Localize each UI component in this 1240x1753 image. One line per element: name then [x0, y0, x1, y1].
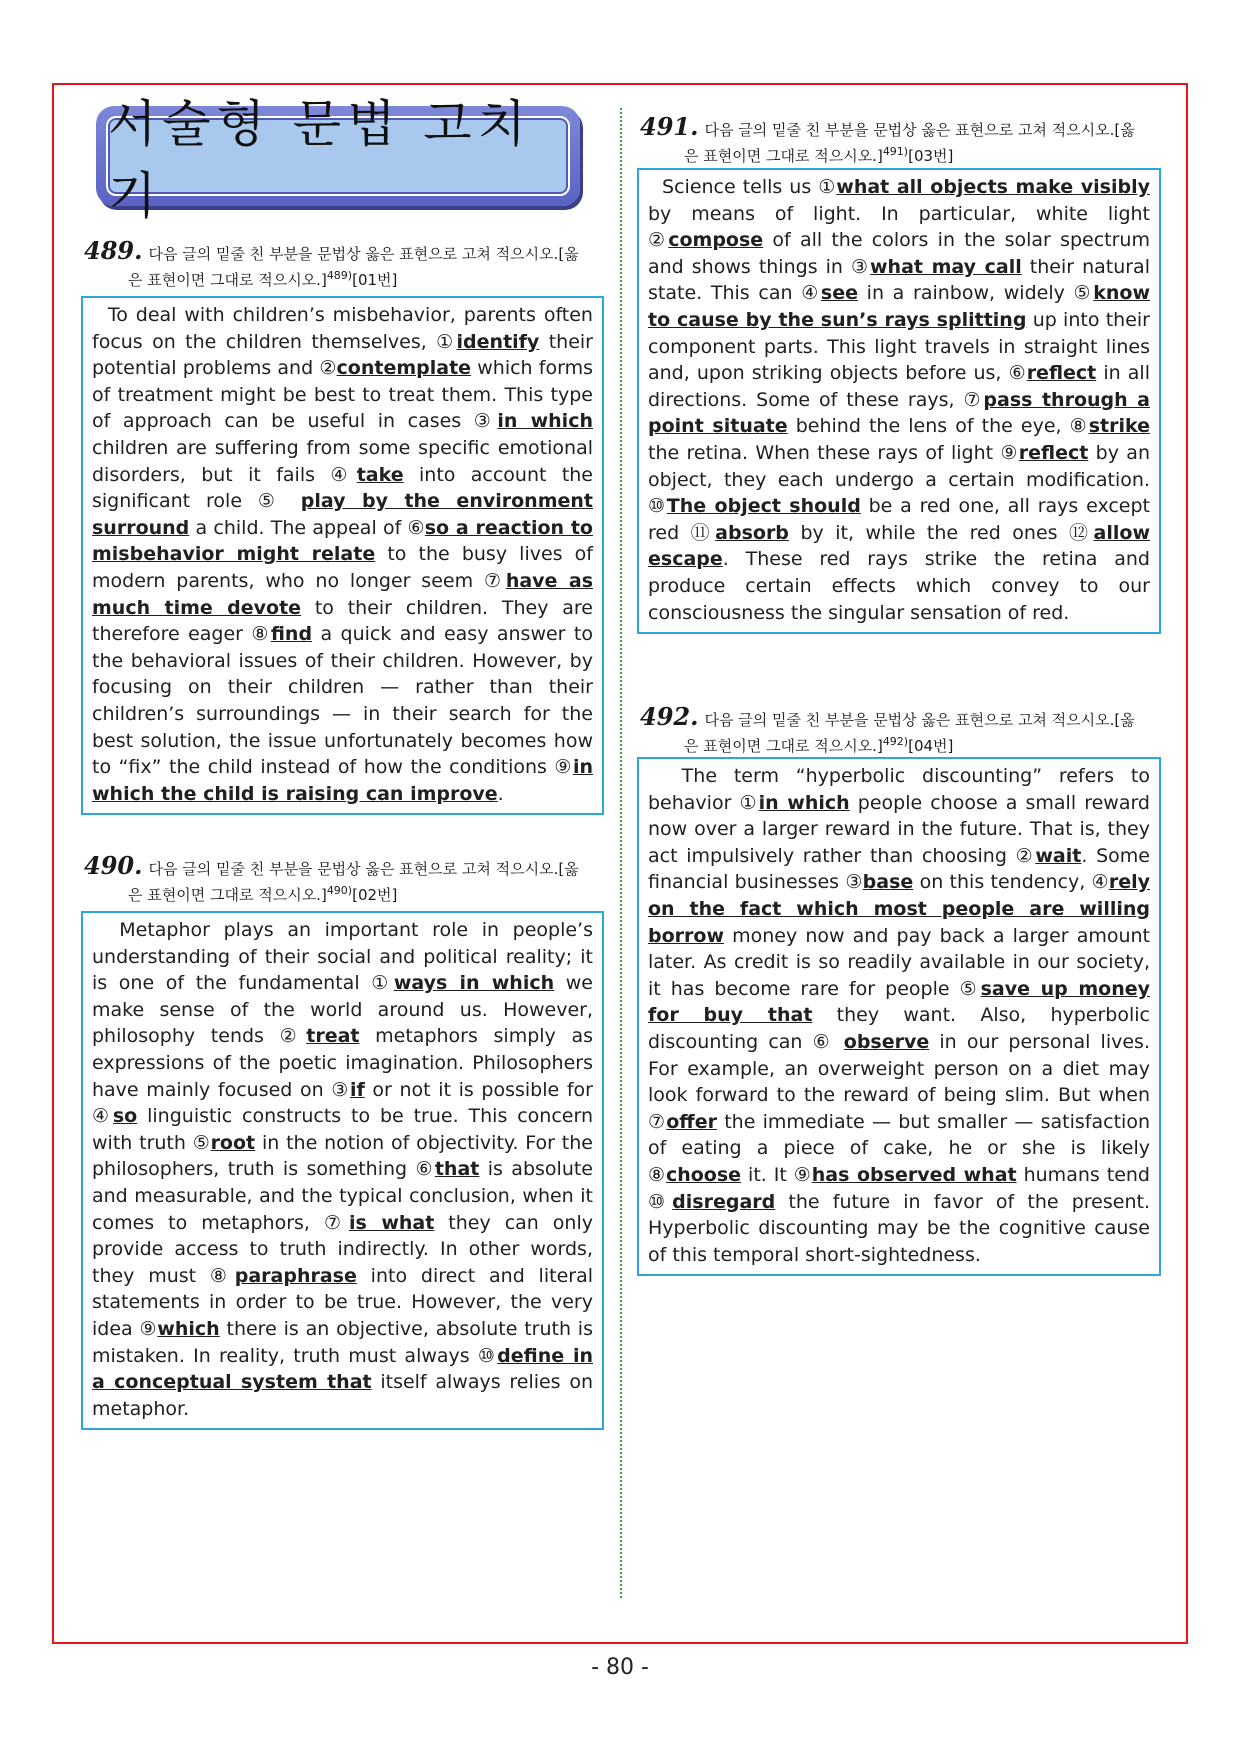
underlined-phrase: know to cause by the sun’s rays splitting	[648, 282, 1151, 331]
question-tag: [04번]	[908, 737, 954, 755]
underlined-phrase: absorb	[715, 521, 789, 544]
question-instruction-line2: 은 표현이면 그대로 적으시오.]	[128, 886, 327, 904]
underlined-phrase: compose	[668, 229, 764, 252]
underlined-phrase: is what	[348, 1211, 435, 1234]
underlined-phrase: that	[434, 1158, 480, 1181]
question-instruction-line2: 은 표현이면 그대로 적으시오.]	[684, 737, 883, 755]
section-title-panel	[106, 95, 570, 225]
underlined-phrase: what all objects make visibly	[836, 176, 1150, 198]
question-tag: [02번]	[352, 886, 398, 904]
underlined-phrase: root	[210, 1131, 256, 1154]
passage-text: of all the colors in the solar spectrum and shows things in ③	[648, 229, 1150, 278]
question-490	[84, 851, 604, 906]
passage-text: it. It ⑨	[741, 1163, 812, 1186]
passage-text: To deal with children’s misbehavior, parents often focus on the children themselves, ①	[92, 304, 593, 353]
question-instruction-line2: 은 표현이면 그대로 적으시오.]	[684, 147, 883, 165]
underlined-phrase: wait	[1035, 844, 1082, 867]
passage-text: people choose a small reward now over a larger reward in the future. That is, they act impulsively rather than choosing ②	[648, 791, 1150, 867]
underlined-phrase: paraphrase	[234, 1264, 357, 1287]
passage-text: behind the lens of the eye, ⑧	[787, 415, 1089, 438]
passage-text: there is an objective, absolute truth is mistaken. In reality, truth must always ⑩	[92, 1317, 593, 1367]
passage-text: . Some financial businesses ③	[648, 844, 1150, 894]
question-number: 491.	[640, 112, 699, 141]
underlined-phrase: what may call	[870, 255, 1022, 278]
question-instruction-line1: 다음 글의 밑줄 친 부분을 문법상 옳은 표현으로 고쳐 적으시오.[옳	[148, 860, 579, 878]
question-tag: [01번]	[352, 271, 398, 289]
underlined-phrase: have as much time devote	[92, 569, 593, 619]
underlined-phrase: observe	[843, 1030, 930, 1053]
passage-text: children are suffering from some specific emotional disorders, but it fails ④	[92, 436, 593, 486]
passage-text: The term “hyperbolic discounting” refers to behavior ①	[648, 765, 1150, 814]
underlined-phrase: choose	[665, 1163, 742, 1186]
underlined-phrase: identify	[456, 330, 540, 353]
passage-text: .	[497, 782, 504, 805]
underlined-phrase: reflect	[1018, 441, 1089, 464]
passage-box-489	[81, 296, 604, 815]
passage-text: in all directions. Some of these rays, ⑦	[648, 362, 1150, 411]
underlined-phrase: pass through a point situate	[648, 388, 1150, 438]
passage-text: a quick and easy answer to the behavioral issues of their children. However, by focusing on their children — rather than their children’s surroundings — in their search for the best solution, the issue unfortunately becomes how to “fix” the child instead of how the conditions ⑨	[92, 623, 593, 779]
passage-text: Metaphor plays an important role in people’s understanding of their social and political reality; it is one of the fundamental ①	[92, 919, 593, 995]
question-header	[640, 112, 1160, 167]
underlined-phrase: take	[356, 463, 404, 486]
passage-text: by means of light. In particular, white light ②	[648, 202, 1150, 252]
underlined-phrase: see	[820, 282, 858, 305]
question-instruction-line1: 다음 글의 밑줄 친 부분을 문법상 옳은 표현으로 고쳐 적으시오.[옳	[704, 711, 1135, 729]
underlined-phrase: define in a conceptual system that	[92, 1344, 593, 1394]
question-ref: 492)	[882, 735, 909, 748]
passage-text: or not it is possible for ④	[92, 1078, 593, 1128]
passage-text: itself always relies on metaphor.	[92, 1371, 593, 1420]
question-instruction-line1: 다음 글의 밑줄 친 부분을 문법상 옳은 표현으로 고쳐 적으시오.[옳	[148, 245, 579, 263]
question-header	[84, 851, 604, 906]
passage-text: linguistic constructs to be true. This concern with truth ⑤	[92, 1105, 593, 1154]
page-number: - 80 -	[591, 1655, 649, 1680]
underlined-phrase: so a reaction to misbehavior might relate	[92, 516, 593, 566]
question-header	[640, 702, 1160, 757]
passage-text: their potential problems and ②	[92, 330, 593, 380]
passage-text: by it, while the red ones ⑫	[788, 521, 1094, 544]
passage-text: on this tendency, ④	[913, 871, 1109, 894]
passage-text: by an object, they each undergo a certain modification. ⑩	[648, 441, 1150, 518]
underlined-phrase: The object should	[666, 495, 861, 518]
underlined-phrase: base	[862, 871, 914, 894]
passage-text: to their children. They are therefore eager ⑧	[92, 596, 593, 646]
underlined-phrase: in which the child is raising can improve	[92, 756, 593, 805]
passage-text: the retina. When these rays of light ⑨	[648, 441, 1019, 464]
underlined-phrase: rely on the fact which most people are willing borrow	[648, 871, 1150, 947]
passage-text: which forms of treatment might be best to treat them. This type of approach can be useful in cases ③	[92, 357, 593, 433]
question-491	[640, 112, 1160, 167]
question-number: 489.	[84, 236, 143, 265]
passage-text: in the notion of objectivity. For the philosophers, truth is something ⑥	[92, 1131, 593, 1181]
question-number: 490.	[84, 851, 143, 880]
passage-box-492	[637, 757, 1161, 1276]
underlined-phrase: has observed what	[811, 1163, 1017, 1186]
passage-text: metaphors simply as expressions of the poetic imagination. Philosophers have mainly focused on ③	[92, 1025, 593, 1101]
underlined-phrase: disregard	[672, 1190, 776, 1213]
passage-text: a child. The appeal of ⑥	[189, 516, 425, 539]
passage-text: the immediate — but smaller — satisfaction of eating a piece of cake, he or she is likely ⑧	[648, 1110, 1150, 1186]
passage-text: into direct and literal statements in order to be true. However, the very idea ⑨	[92, 1264, 593, 1340]
underlined-phrase: strike	[1088, 415, 1150, 438]
passage-text: they can only provide access to truth indirectly. In other words, they must ⑧	[92, 1211, 594, 1287]
question-header	[84, 236, 604, 291]
underlined-phrase: find	[270, 623, 313, 646]
passage-box-490	[81, 911, 604, 1430]
passage-text: be a red one, all rays except red ⑪	[648, 495, 1150, 544]
underlined-phrase: in which	[497, 410, 593, 433]
question-ref: 491)	[882, 145, 909, 158]
question-instruction-line1: 다음 글의 밑줄 친 부분을 문법상 옳은 표현으로 고쳐 적으시오.[옳	[704, 121, 1135, 139]
passage-text: to the busy lives of modern parents, who no longer seem ⑦	[92, 543, 593, 592]
passage-text: up into their component parts. This light travels in straight lines and, upon striking objects before us, ⑥	[648, 308, 1150, 385]
passage-text: is absolute and measurable, and the typical conclusion, when it comes to metaphors, ⑦	[92, 1158, 593, 1234]
passage-text: money now and pay back a larger amount later. As credit is so readily available in our society, it has become rare for people ⑤	[648, 924, 1150, 1000]
passage-text: in a rainbow, widely ⑤	[857, 282, 1094, 305]
question-ref: 490)	[326, 884, 353, 897]
passage-text: they want. Also, hyperbolic discounting can ⑥	[648, 1004, 1150, 1053]
passage-text: we make sense of the world around us. However, philosophy tends ②	[92, 972, 593, 1048]
passage-text: the future in favor of the present. Hyperbolic discounting may be the cognitive cause of this temporal short-sightedness.	[648, 1190, 1150, 1266]
underlined-phrase: offer	[666, 1110, 717, 1133]
underlined-phrase: so	[112, 1105, 138, 1128]
question-489	[84, 236, 604, 291]
question-ref: 489)	[326, 269, 353, 282]
underlined-phrase: contemplate	[336, 357, 472, 380]
passage-box-491	[637, 168, 1161, 634]
passage-text: . These red rays strike the retina and produce certain effects which convey to our consciousness the singular sensation of red.	[648, 548, 1150, 624]
underlined-phrase: treat	[306, 1025, 360, 1048]
underlined-phrase: in which	[758, 791, 850, 814]
underlined-phrase: which	[157, 1317, 220, 1340]
question-instruction-line2: 은 표현이면 그대로 적으시오.]	[128, 271, 327, 289]
passage-text: in our personal lives. For example, an overweight person on a diet may look forward to the reward of being slim. But when ⑦	[648, 1030, 1150, 1133]
question-number: 492.	[640, 702, 699, 731]
question-492	[640, 702, 1160, 757]
passage-text: Science tells us ①	[662, 176, 837, 198]
underlined-phrase: reflect	[1026, 362, 1097, 385]
underlined-phrase: allow escape	[648, 521, 1150, 571]
section-title-badge	[96, 95, 580, 225]
underlined-phrase: save up money for buy that	[648, 977, 1150, 1027]
question-tag: [03번]	[908, 147, 954, 165]
underlined-phrase: if	[349, 1078, 365, 1101]
underlined-phrase: ways in which	[393, 972, 555, 995]
passage-text: into account the significant role ⑤	[92, 463, 593, 513]
underlined-phrase: play by the environment surround	[92, 490, 593, 539]
column-divider	[620, 108, 622, 1598]
passage-text: their natural state. This can ④	[648, 255, 1150, 305]
section-title: 서술형 문법 고치기	[108, 95, 532, 225]
passage-text: humans tend ⑩	[648, 1163, 1150, 1213]
